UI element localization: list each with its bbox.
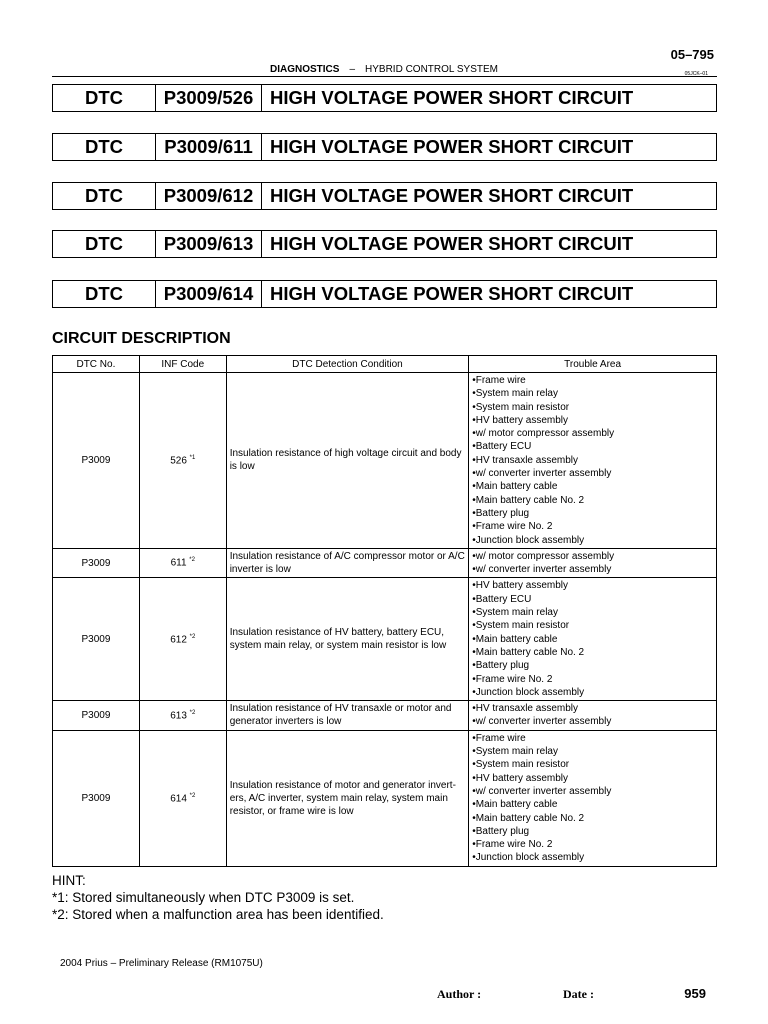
inf-code: 613 — [170, 710, 187, 722]
trouble-area-item: • w/ converter inverter assembly — [472, 715, 713, 728]
dtc-title-box — [52, 182, 717, 210]
dtc-label: DTC — [53, 85, 156, 111]
dtc-label: DTC — [53, 281, 156, 307]
trouble-area-list — [472, 579, 713, 699]
dtc-code: P3009/526 — [156, 85, 262, 111]
subsection-name: HYBRID CONTROL SYSTEM — [365, 64, 498, 75]
condition-cell: Insulation resistance of motor and generator invert-ers, A/C inverter, system main relay, system main resistor, or frame wire is low — [226, 730, 469, 866]
page-ref: 05–795 — [670, 47, 714, 62]
trouble-area-item: • System main relay — [472, 606, 713, 619]
trouble-area-item: • Frame wire No. 2 — [472, 838, 713, 851]
dtc-code: P3009/612 — [156, 183, 262, 209]
inf-mark: *2 — [189, 709, 196, 716]
inf-cell — [139, 701, 226, 731]
trouble-area-item: • w/ converter inverter assembly — [472, 563, 713, 576]
table-header-row — [53, 356, 717, 373]
trouble-area-item: • HV transaxle assembly — [472, 702, 713, 715]
trouble-area-cell — [469, 548, 717, 578]
circuit-description-title: CIRCUIT DESCRIPTION — [52, 330, 231, 347]
doc-code: 05JCK–01 — [684, 71, 708, 77]
trouble-area-item: • HV battery assembly — [472, 772, 713, 785]
trouble-area-item: • w/ motor compressor assembly — [472, 427, 713, 440]
inf-cell — [139, 578, 226, 701]
table-row — [53, 548, 717, 578]
trouble-area-item: • System main relay — [472, 745, 713, 758]
trouble-area-item: • w/ converter inverter assembly — [472, 785, 713, 798]
dtc-title: HIGH VOLTAGE POWER SHORT CIRCUIT — [270, 136, 634, 157]
dtc-label: DTC — [53, 231, 156, 257]
dtc-code: P3009/613 — [156, 231, 262, 257]
condition-cell: Insulation resistance of high voltage circuit and body is low — [226, 373, 469, 549]
trouble-area-item: • Main battery cable No. 2 — [472, 646, 713, 659]
inf-code: 611 — [170, 557, 187, 569]
dtc-cell: P3009 — [53, 701, 140, 731]
inf-mark: *2 — [189, 792, 196, 799]
trouble-area-item: • Frame wire — [472, 374, 713, 387]
trouble-area-item: • System main relay — [472, 387, 713, 400]
trouble-area-item: • Battery plug — [472, 825, 713, 838]
condition-cell: Insulation resistance of HV battery, battery ECU, system main relay, or system main resistor is low — [226, 578, 469, 701]
trouble-area-list — [472, 550, 713, 577]
trouble-area-item: • Main battery cable No. 2 — [472, 812, 713, 825]
condition-cell: Insulation resistance of HV transaxle or motor and generator inverters is low — [226, 701, 469, 731]
trouble-area-item: • Battery plug — [472, 659, 713, 672]
trouble-area-item: • Main battery cable — [472, 798, 713, 811]
dtc-title: HIGH VOLTAGE POWER SHORT CIRCUIT — [270, 87, 634, 108]
trouble-area-item: • Junction block assembly — [472, 686, 713, 699]
inf-cell — [139, 548, 226, 578]
trouble-area-item: • Main battery cable No. 2 — [472, 494, 713, 507]
release-note: 2004 Prius – Preliminary Release (RM1075U) — [60, 958, 263, 969]
circuit-description-table — [52, 355, 717, 867]
trouble-area-item: • Battery plug — [472, 507, 713, 520]
trouble-area-cell — [469, 701, 717, 731]
trouble-area-item: • Frame wire No. 2 — [472, 673, 713, 686]
trouble-area-list — [472, 374, 713, 547]
inf-mark: *2 — [189, 557, 195, 564]
col-header-area: Trouble Area — [469, 356, 717, 373]
dtc-title: HIGH VOLTAGE POWER SHORT CIRCUIT — [270, 233, 634, 254]
dtc-title-box — [52, 230, 717, 258]
trouble-area-item: • HV battery assembly — [472, 579, 713, 592]
section-header — [0, 64, 768, 75]
inf-code: 612 — [170, 633, 187, 645]
trouble-area-cell — [469, 578, 717, 701]
col-header-dtc: DTC No. — [53, 356, 140, 373]
table-row — [53, 373, 717, 549]
trouble-area-item: • Frame wire No. 2 — [472, 520, 713, 533]
dtc-title: HIGH VOLTAGE POWER SHORT CIRCUIT — [270, 185, 634, 206]
page-number: 959 — [684, 986, 706, 1001]
trouble-area-list — [472, 702, 713, 729]
dtc-label: DTC — [53, 183, 156, 209]
inf-code: 526 — [170, 455, 187, 467]
dtc-code: P3009/611 — [156, 134, 262, 160]
inf-cell — [139, 373, 226, 549]
col-header-condition: DTC Detection Condition — [226, 356, 469, 373]
dtc-cell: P3009 — [53, 730, 140, 866]
dtc-cell: P3009 — [53, 373, 140, 549]
table-row — [53, 578, 717, 701]
trouble-area-item: • Main battery cable — [472, 480, 713, 493]
hint-line: *2: Stored when a malfunction area has been identified. — [52, 907, 384, 922]
trouble-area-cell — [469, 730, 717, 866]
dtc-cell: P3009 — [53, 578, 140, 701]
hint-line: *1: Stored simultaneously when DTC P3009 is set. — [52, 890, 355, 905]
hint-title: HINT: — [52, 873, 86, 888]
trouble-area-item: • System main resistor — [472, 758, 713, 771]
dtc-title-box — [52, 280, 717, 308]
trouble-area-item: • Main battery cable — [472, 633, 713, 646]
trouble-area-item: • HV transaxle assembly — [472, 454, 713, 467]
section-name: DIAGNOSTICS — [270, 64, 340, 75]
inf-code: 614 — [170, 792, 187, 804]
trouble-area-item: • Battery ECU — [472, 593, 713, 606]
col-header-inf: INF Code — [139, 356, 226, 373]
section-separator: – — [349, 64, 356, 75]
hint-block — [52, 872, 384, 923]
trouble-area-item: • Junction block assembly — [472, 534, 713, 547]
date-label: Date : — [563, 987, 594, 1001]
trouble-area-item: • HV battery assembly — [472, 414, 713, 427]
table-row — [53, 730, 717, 866]
trouble-area-item: • System main resistor — [472, 619, 713, 632]
trouble-area-cell — [469, 373, 717, 549]
header-rule — [52, 76, 717, 77]
trouble-area-list — [472, 732, 713, 865]
trouble-area-item: • Frame wire — [472, 732, 713, 745]
trouble-area-item: • System main resistor — [472, 401, 713, 414]
dtc-code: P3009/614 — [156, 281, 262, 307]
dtc-title-box — [52, 133, 717, 161]
author-label: Author : — [437, 987, 482, 1001]
dtc-title-box — [52, 84, 717, 112]
dtc-title: HIGH VOLTAGE POWER SHORT CIRCUIT — [270, 283, 634, 304]
trouble-area-item: • Junction block assembly — [472, 851, 713, 864]
inf-cell — [139, 730, 226, 866]
condition-cell: Insulation resistance of A/C compressor motor or A/C inverter is low — [226, 548, 469, 578]
trouble-area-item: • w/ motor compressor assembly — [472, 550, 713, 563]
dtc-cell: P3009 — [53, 548, 140, 578]
inf-mark: *1 — [189, 454, 196, 461]
trouble-area-item: • Battery ECU — [472, 440, 713, 453]
dtc-label: DTC — [53, 134, 156, 160]
trouble-area-item: • w/ converter inverter assembly — [472, 467, 713, 480]
table-row — [53, 701, 717, 731]
inf-mark: *2 — [189, 633, 196, 640]
